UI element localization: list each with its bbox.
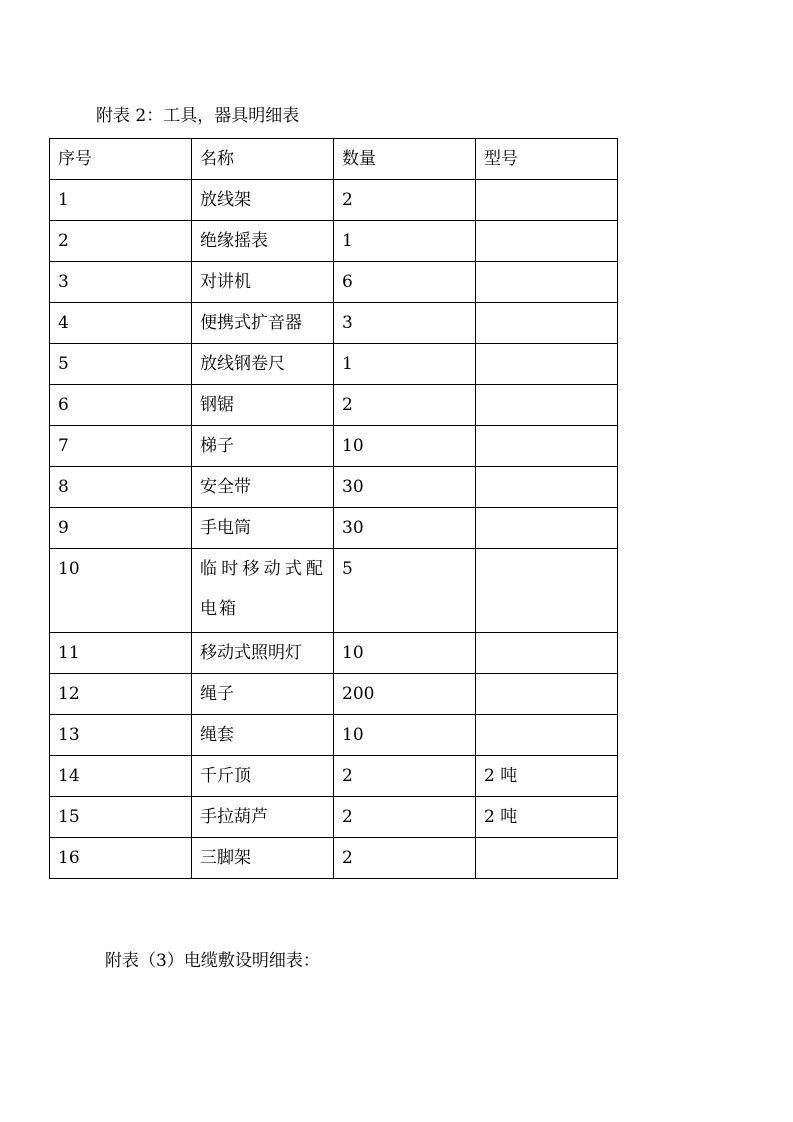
cell-model: [476, 715, 618, 756]
cell-no: 8: [50, 467, 192, 508]
cell-model: [476, 674, 618, 715]
cell-no: 12: [50, 674, 192, 715]
cell-qty: 6: [334, 262, 476, 303]
cell-name: 手拉葫芦: [192, 797, 334, 838]
table-caption-tools: 附表 2：工具，器具明细表: [96, 106, 300, 126]
cell-model: 2 吨: [476, 756, 618, 797]
cell-qty: 1: [334, 221, 476, 262]
cell-no: 11: [50, 633, 192, 674]
cell-name: 钢锯: [192, 385, 334, 426]
cell-model: 2 吨: [476, 797, 618, 838]
cell-model: [476, 262, 618, 303]
cell-name: 绳套: [192, 715, 334, 756]
cell-model: [476, 549, 618, 633]
cell-qty: 30: [334, 508, 476, 549]
table-row: [50, 426, 618, 467]
cell-name: 便携式扩音器: [192, 303, 334, 344]
table-row: [50, 508, 618, 549]
cell-no: 14: [50, 756, 192, 797]
table-header-row: [50, 139, 618, 180]
cell-model: [476, 467, 618, 508]
cell-qty: 200: [334, 674, 476, 715]
cell-model: [476, 508, 618, 549]
cell-qty: 2: [334, 385, 476, 426]
cell-name: 三脚架: [192, 838, 334, 879]
cell-model: [476, 344, 618, 385]
table-row: [50, 262, 618, 303]
cell-qty: 2: [334, 838, 476, 879]
cell-name: 梯子: [192, 426, 334, 467]
cell-name: 放线钢卷尺: [192, 344, 334, 385]
header-cell-name: 名称: [192, 139, 334, 180]
table-row: [50, 221, 618, 262]
cell-qty: 10: [334, 633, 476, 674]
cell-model: [476, 385, 618, 426]
cell-no-text: 10: [58, 559, 80, 579]
cell-model: [476, 221, 618, 262]
cell-name: 放线架: [192, 180, 334, 221]
table-row: [50, 467, 618, 508]
cell-qty-text: 5: [342, 559, 353, 579]
cell-model: [476, 303, 618, 344]
cell-model: [476, 426, 618, 467]
table-row: [50, 674, 618, 715]
cell-no: 6: [50, 385, 192, 426]
cell-name: 绳子: [192, 674, 334, 715]
table-row: [50, 180, 618, 221]
table-caption-cables: 附表（3）电缆敷设明细表：: [105, 951, 320, 971]
header-cell-qty: 数量: [334, 139, 476, 180]
table-row: [50, 633, 618, 674]
table-row: [50, 344, 618, 385]
cell-qty: 10: [334, 715, 476, 756]
table-row: [50, 756, 618, 797]
cell-no: 15: [50, 797, 192, 838]
cell-name: 绝缘摇表: [192, 221, 334, 262]
tools-table: [49, 138, 618, 879]
table-row: [50, 549, 618, 633]
cell-model: [476, 180, 618, 221]
cell-qty: [334, 549, 476, 633]
cell-qty: 2: [334, 756, 476, 797]
cell-qty: 2: [334, 180, 476, 221]
cell-no: 7: [50, 426, 192, 467]
cell-no: 9: [50, 508, 192, 549]
cell-no: 16: [50, 838, 192, 879]
cell-no: 5: [50, 344, 192, 385]
header-cell-no: 序号: [50, 139, 192, 180]
cell-no: 1: [50, 180, 192, 221]
cell-name: [192, 549, 334, 633]
table-row: [50, 715, 618, 756]
cell-name: 安全带: [192, 467, 334, 508]
cell-name: 手电筒: [192, 508, 334, 549]
cell-model: [476, 633, 618, 674]
cell-name: 千斤顶: [192, 756, 334, 797]
table-row: [50, 838, 618, 879]
cell-model: [476, 838, 618, 879]
cell-no: 2: [50, 221, 192, 262]
cell-qty: 2: [334, 797, 476, 838]
cell-qty: 10: [334, 426, 476, 467]
table-row: [50, 303, 618, 344]
cell-name: 移动式照明灯: [192, 633, 334, 674]
cell-qty: 30: [334, 467, 476, 508]
cell-no: 13: [50, 715, 192, 756]
cell-qty: 3: [334, 303, 476, 344]
cell-name: 对讲机: [192, 262, 334, 303]
cell-no: [50, 549, 192, 633]
cell-no: 3: [50, 262, 192, 303]
cell-qty: 1: [334, 344, 476, 385]
header-cell-model: 型号: [476, 139, 618, 180]
table-row: [50, 797, 618, 838]
cell-no: 4: [50, 303, 192, 344]
table-row: [50, 385, 618, 426]
cell-name-text: 临时移动式配电箱: [200, 559, 325, 619]
